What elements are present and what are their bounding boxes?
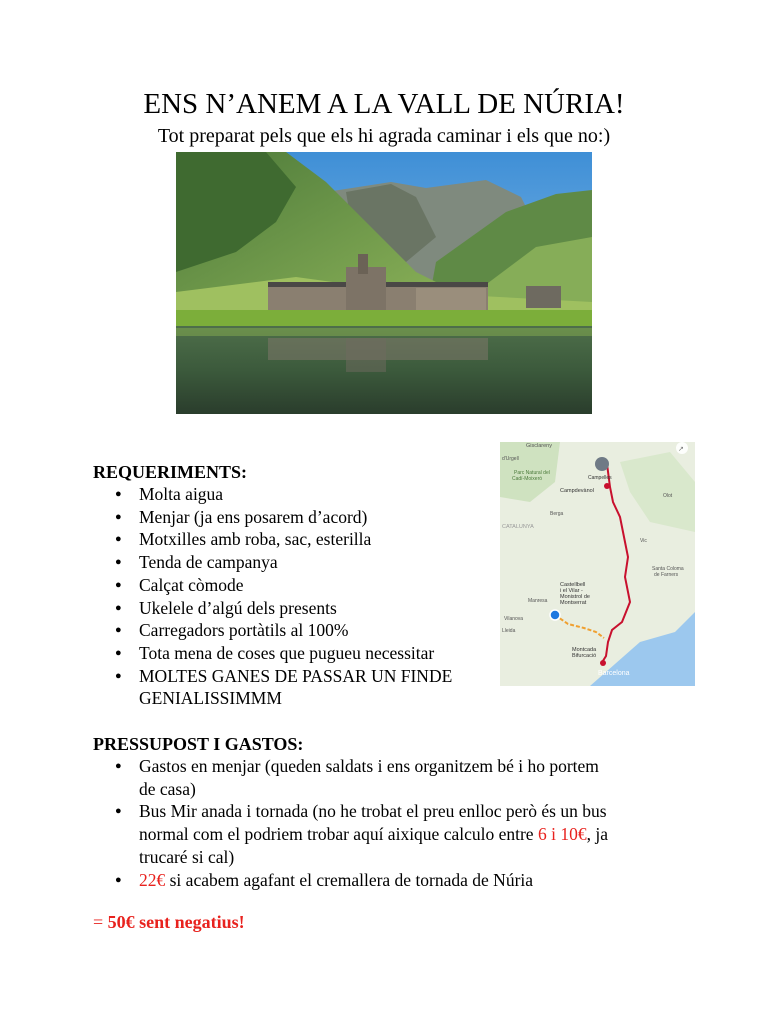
list-item-line-2: GENIALISSIMMM <box>139 688 282 709</box>
budget-item-food: ● Gastos en menjar (queden saldats i ens organitzem bé i ho portem de casa) <box>93 755 608 800</box>
campelles-pin <box>595 457 609 471</box>
map-label-cadi: Cadí-Moixeró <box>512 476 543 482</box>
map-label-lleida: Lleida <box>502 628 516 634</box>
page-title: ENS N’ANEM A LA VALL DE NÚRIA! <box>143 88 625 120</box>
destination-pin <box>600 660 606 666</box>
budget-item-train: ● 22€ si acabem agafant el cremallera de tornada de Núria <box>93 869 608 892</box>
map-label-castellbell-2: i el Vilar - <box>560 588 583 594</box>
map-label-castellbell-3: Monistrol de <box>560 594 590 600</box>
compass-icon: ↗ <box>678 445 684 453</box>
list-item: ● Tota mena de coses que pugueu necessitar <box>93 642 452 665</box>
list-item: ● Motxilles amb roba, sac, esterilla <box>93 528 452 551</box>
map-label-manresa: Manresa <box>528 598 548 604</box>
origin-pin <box>550 610 560 620</box>
train-price: 22€ <box>139 869 166 890</box>
page-subtitle: Tot preparat pels que els hi agrada caminar i els que no:) <box>157 125 611 147</box>
map-label-vic: Vic <box>640 538 647 544</box>
total-amount: 50€ sent negatius! <box>107 912 245 932</box>
total-line <box>93 910 245 934</box>
bus-price: 6 i 10€ <box>537 824 587 845</box>
route-map <box>500 442 695 686</box>
list-item: ● Calçat còmode <box>93 574 452 597</box>
list-item: ● Tenda de campanya <box>93 551 452 574</box>
map-label-santa-coloma-2: de Farners <box>654 572 679 578</box>
tower-reflection <box>346 338 386 372</box>
campdevanol-pin <box>604 483 610 489</box>
list-item-line-1: MOLTES GANES DE PASSAR UN FINDE <box>139 665 453 686</box>
map-label-catalunya: CATALUNYA <box>502 524 534 530</box>
map-label-olot: Olot <box>663 493 673 499</box>
list-item: ● Ukelele d’algú dels presents <box>93 597 452 620</box>
map-label-montcada: Montcada <box>572 647 597 653</box>
requirements-heading: REQUERIMENTS: <box>93 462 248 482</box>
map-label-gisclareny: Gisclareny <box>526 443 552 449</box>
list-item: ● Carregadors portàtils al 100% <box>93 619 452 642</box>
list-item: ● Menjar (ja ens posarem d’acord) <box>93 506 452 529</box>
list-item: ● Molta aigua <box>93 483 452 506</box>
map-label-berga: Berga <box>550 511 564 517</box>
map-label-campdevanol: Campdevànol <box>560 488 594 494</box>
requirements-list <box>93 483 452 710</box>
map-label-urgell: d'Urgell <box>502 456 519 462</box>
budget-list <box>93 755 608 891</box>
list-item <box>93 665 452 710</box>
total-prefix: = <box>93 912 108 932</box>
grass-shore <box>176 310 592 326</box>
shore-reflection <box>176 328 592 336</box>
budget-heading: PRESSUPOST I GASTOS: <box>93 734 304 754</box>
nuria-landscape-photo <box>176 152 592 414</box>
map-label-campelles: Campelles <box>588 475 612 481</box>
map-label-santa-coloma: Santa Coloma <box>652 566 684 572</box>
map-label-vilanova: Vilanova <box>504 616 524 622</box>
map-label-barcelona: Barcelona <box>598 670 630 677</box>
map-label-parc: Parc Natural del <box>514 470 550 476</box>
budget-item-bus: ● Bus Mir anada i tornada (no he trobat el preu enlloc però és un bus normal com el podriem trobar aquí aixique calculo entre 6 i 10€, ja trucaré si cal) <box>93 800 608 868</box>
map-label-montcada-2: Bifurcació <box>572 653 597 659</box>
map-label-castellbell: Castellbell <box>560 582 586 588</box>
map-label-castellbell-4: Montserrat <box>560 600 587 606</box>
